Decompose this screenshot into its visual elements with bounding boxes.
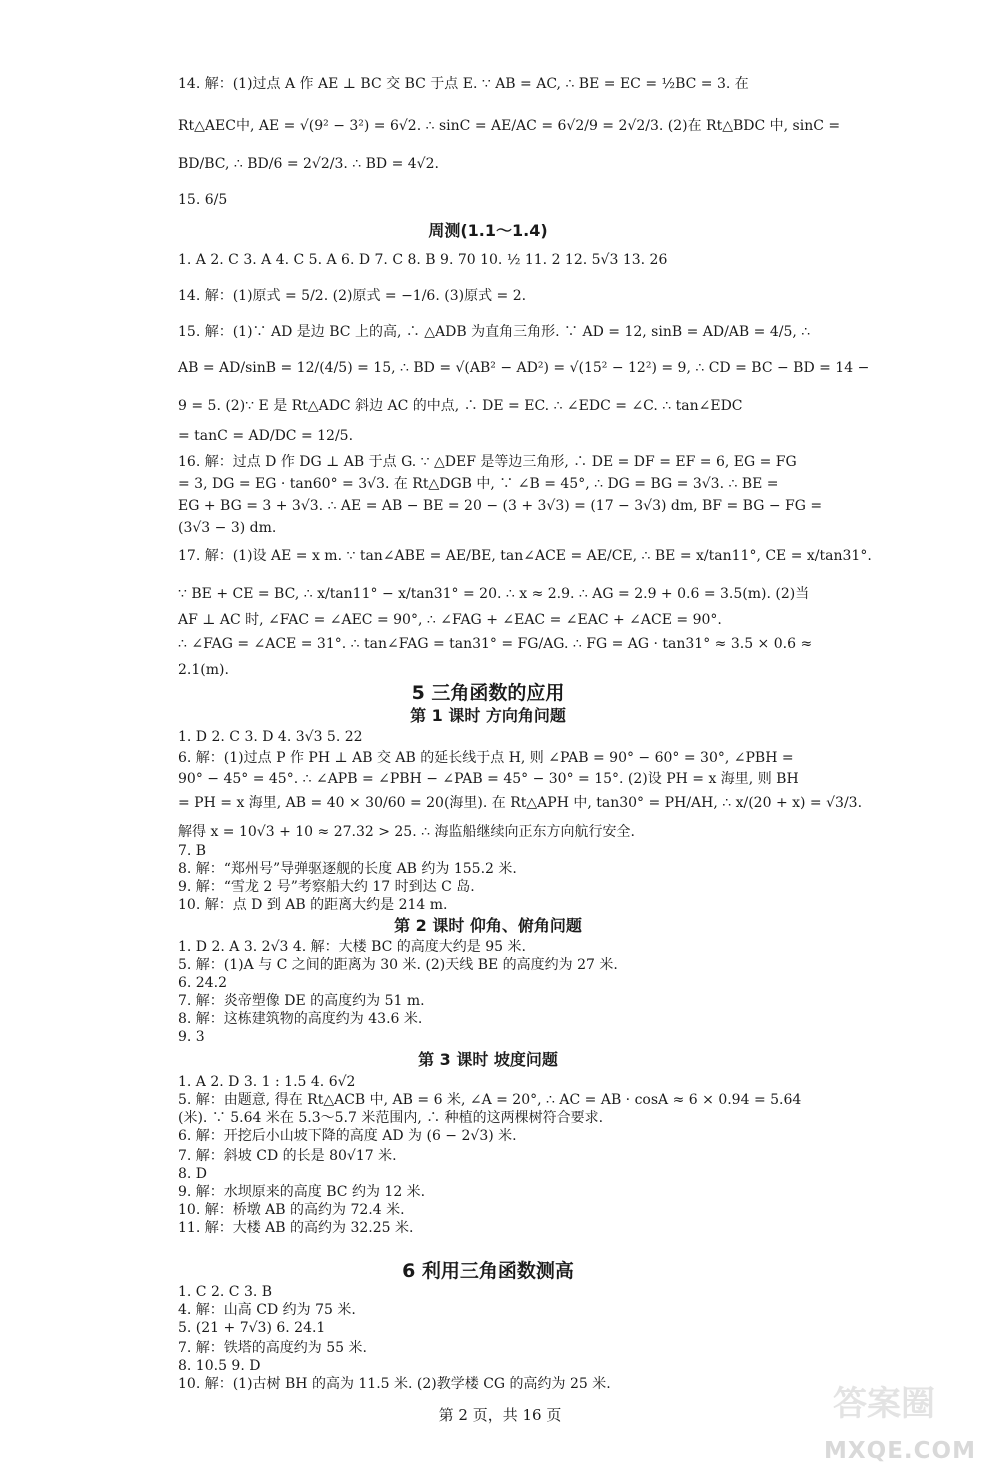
lesson-1-heading: 第 1 课时 方向角问题 [410,706,566,725]
lesson-1-answer-6-line-4: 解得 x = 10√3 + 10 ≈ 27.32 > 25. ∴ 海监船继续向正东方向航行安全. [178,824,635,840]
lesson-3-heading: 第 3 课时 坡度问题 [418,1050,558,1069]
lesson-3-answer-9: 9. 解：水坝原来的高度 BC 约为 12 米. [178,1184,426,1200]
lesson-3-answer-11: 11. 解：大楼 AB 的高约为 32.25 米. [178,1220,414,1236]
lesson-1-answer-8: 8. 解：“郑州号”导弹驱逐舰的长度 AB 约为 155.2 米. [178,861,517,877]
lesson-2-answer-9: 9. 3 [178,1029,205,1045]
watermark-logo-icon: 答案圈 [833,1384,935,1424]
lesson-2-heading: 第 2 课时 仰角、俯角问题 [394,916,582,935]
lesson-3-answer-5-line-1: 5. 解：由题意, 得在 Rt△ACB 中, AB = 6 米, ∠A = 20°, ∴ AC = AB · cosA ≈ 6 × 0.94 = 5.64 [178,1092,802,1108]
weekly-answer-17-line-2: ∵ BE + CE = BC, ∴ x/tan11° − x/tan31° = 20. ∴ x ≈ 2.9. ∴ AG = 2.9 + 0.6 = 3.5(m). (2)当 [178,586,810,602]
lesson-2-answer-6: 6. 24.2 [178,975,227,991]
lesson-3-answer-6: 6. 解：开挖后小山坡下降的高度 AD 为 (6 − 2√3) 米. [178,1128,517,1144]
lesson-1-answer-10: 10. 解：点 D 到 AB 的距离大约是 214 m. [178,897,448,913]
answer-14-line-3: BD/BC, ∴ BD/6 = 2√2/3. ∴ BD = 4√2. [178,156,439,172]
lesson-3-answer-8: 8. D [178,1166,208,1182]
chapter-5-heading: 5 三角函数的应用 [411,682,565,704]
chapter-6-answers-1-3: 1. C 2. C 3. B [178,1284,273,1300]
lesson-1-choice-answers: 1. D 2. C 3. D 4. 3√3 5. 22 [178,729,363,745]
weekly-answer-17-line-3: AF ⊥ AC 时, ∠FAC = ∠AEC = 90°, ∴ ∠FAG + ∠EAC = ∠EAC + ∠ACE = 90°. [178,612,722,628]
weekly-answer-15-line-3: 9 = 5. (2)∵ E 是 Rt△ADC 斜边 AC 的中点, ∴ DE = EC. ∴ ∠EDC = ∠C. ∴ tan∠EDC [178,398,743,414]
lesson-3-answer-5-line-2: (米). ∵ 5.64 米在 5.3～5.7 米范围内, ∴ 种植的这两棵树符合要求. [178,1110,604,1126]
weekly-answer-16-line-3: EG + BG = 3 + 3√3. ∴ AE = AB − BE = 20 − (3 + 3√3) = (17 − 3√3) dm, BF = BG − FG = [178,498,823,514]
lesson-2-answer-5: 5. 解：(1)A 与 C 之间的距离为 30 米. (2)天线 BE 的高度约为 27 米. [178,957,618,973]
weekly-choice-answers: 1. A 2. C 3. A 4. C 5. A 6. D 7. C 8. B 9. 70 10. ½ 11. 2 12. 5√3 13. 26 [178,252,668,268]
answer-15: 15. 6/5 [178,192,228,208]
lesson-3-answer-10: 10. 解：桥墩 AB 的高约为 72.4 米. [178,1202,405,1218]
page-footer: 第 2 页，共 16 页 [438,1406,562,1424]
chapter-6-answers-5-6: 5. (21 + 7√3) 6. 24.1 [178,1320,326,1336]
answer-14-line-2: Rt△AEC中, AE = √(9² − 3²) = 6√2. ∴ sinC = AE/AC = 6√2/9 = 2√2/3. (2)在 Rt△BDC 中, sinC = [178,118,841,134]
lesson-1-answer-7: 7. B [178,843,207,859]
lesson-1-answer-6-line-1: 6. 解：(1)过点 P 作 PH ⊥ AB 交 AB 的延长线于点 H, 则 ∠PAB = 90° − 60° = 30°, ∠PBH = [178,750,794,766]
lesson-3-answer-7: 7. 解：斜坡 CD 的长是 80√17 米. [178,1148,397,1164]
chapter-6-answers-8-9: 8. 10.5 9. D [178,1358,261,1374]
weekly-answer-17-line-5: 2.1(m). [178,662,229,678]
watermark-text: MXQE.COM [824,1438,976,1464]
lesson-1-answer-6-line-3: = PH = x 海里, AB = 40 × 30/60 = 20(海里). 在 Rt△APH 中, tan30° = PH/AH, ∴ x/(20 + x) = √3/3. [178,795,863,811]
lesson-2-answer-8: 8. 解：这栋建筑物的高度约为 43.6 米. [178,1011,423,1027]
lesson-1-answer-9: 9. 解：“雪龙 2 号”考察船大约 17 时到达 C 岛. [178,879,475,895]
weekly-answer-15-line-2: AB = AD/sinB = 12/(4/5) = 15, ∴ BD = √(AB² − AD²) = √(15² − 12²) = 9, ∴ CD = BC − BD = 14 − [178,360,870,376]
weekly-answer-17-line-1: 17. 解：(1)设 AE = x m. ∵ tan∠ABE = AE/BE, tan∠ACE = AE/CE, ∴ BE = x/tan11°, CE = x/tan31°. [178,548,872,564]
weekly-answer-15-line-4: = tanC = AD/DC = 12/5. [178,428,354,444]
weekly-answer-15-line-1: 15. 解：(1)∵ AD 是边 BC 上的高, ∴ △ADB 为直角三角形. ∵ AD = 12, sinB = AD/AB = 4/5, ∴ [178,324,811,340]
weekly-answer-16-line-2: = 3, DG = EG · tan60° = 3√3. 在 Rt△DGB 中, ∵ ∠B = 45°, ∴ DG = BG = 3√3. ∴ BE = [178,476,779,492]
chapter-6-heading: 6 利用三角函数测高 [402,1260,574,1282]
chapter-6-answer-10: 10. 解：(1)古树 BH 的高为 11.5 米. (2)教学楼 CG 的高约为 25 米. [178,1376,611,1392]
lesson-2-answers-1-4: 1. D 2. A 3. 2√3 4. 解：大楼 BC 的高度大约是 95 米. [178,939,526,955]
watermark [815,1376,985,1464]
chapter-6-answer-4: 4. 解：山高 CD 约为 75 米. [178,1302,356,1318]
lesson-1-answer-6-line-2: 90° − 45° = 45°. ∴ ∠APB = ∠PBH − ∠PAB = 45° − 30° = 15°. (2)设 PH = x 海里, 则 BH [178,771,799,787]
weekly-answer-16-line-4: (3√3 − 3) dm. [178,520,277,536]
weekly-answer-16-line-1: 16. 解：过点 D 作 DG ⊥ AB 于点 G. ∵ △DEF 是等边三角形, ∴ DE = DF = EF = 6, EG = FG [178,454,797,470]
weekly-answer-14: 14. 解：(1)原式 = 5/2. (2)原式 = −1/6. (3)原式 = 2. [178,288,527,304]
chapter-6-answer-7: 7. 解：铁塔的高度约为 55 米. [178,1340,367,1356]
weekly-answer-17-line-4: ∴ ∠FAG = ∠ACE = 31°. ∴ tan∠FAG = tan31° = FG/AG. ∴ FG = AG · tan31° ≈ 3.5 × 0.6 ≈ [178,636,813,652]
answer-14-line-1: 14. 解：(1)过点 A 作 AE ⊥ BC 交 BC 于点 E. ∵ AB = AC, ∴ BE = EC = ½BC = 3. 在 [178,76,749,92]
lesson-3-answers-1-4: 1. A 2. D 3. 1 : 1.5 4. 6√2 [178,1074,356,1090]
section-heading-weekly-test: 周测(1.1～1.4) [428,221,548,240]
lesson-2-answer-7: 7. 解：炎帝塑像 DE 的高度约为 51 m. [178,993,425,1009]
